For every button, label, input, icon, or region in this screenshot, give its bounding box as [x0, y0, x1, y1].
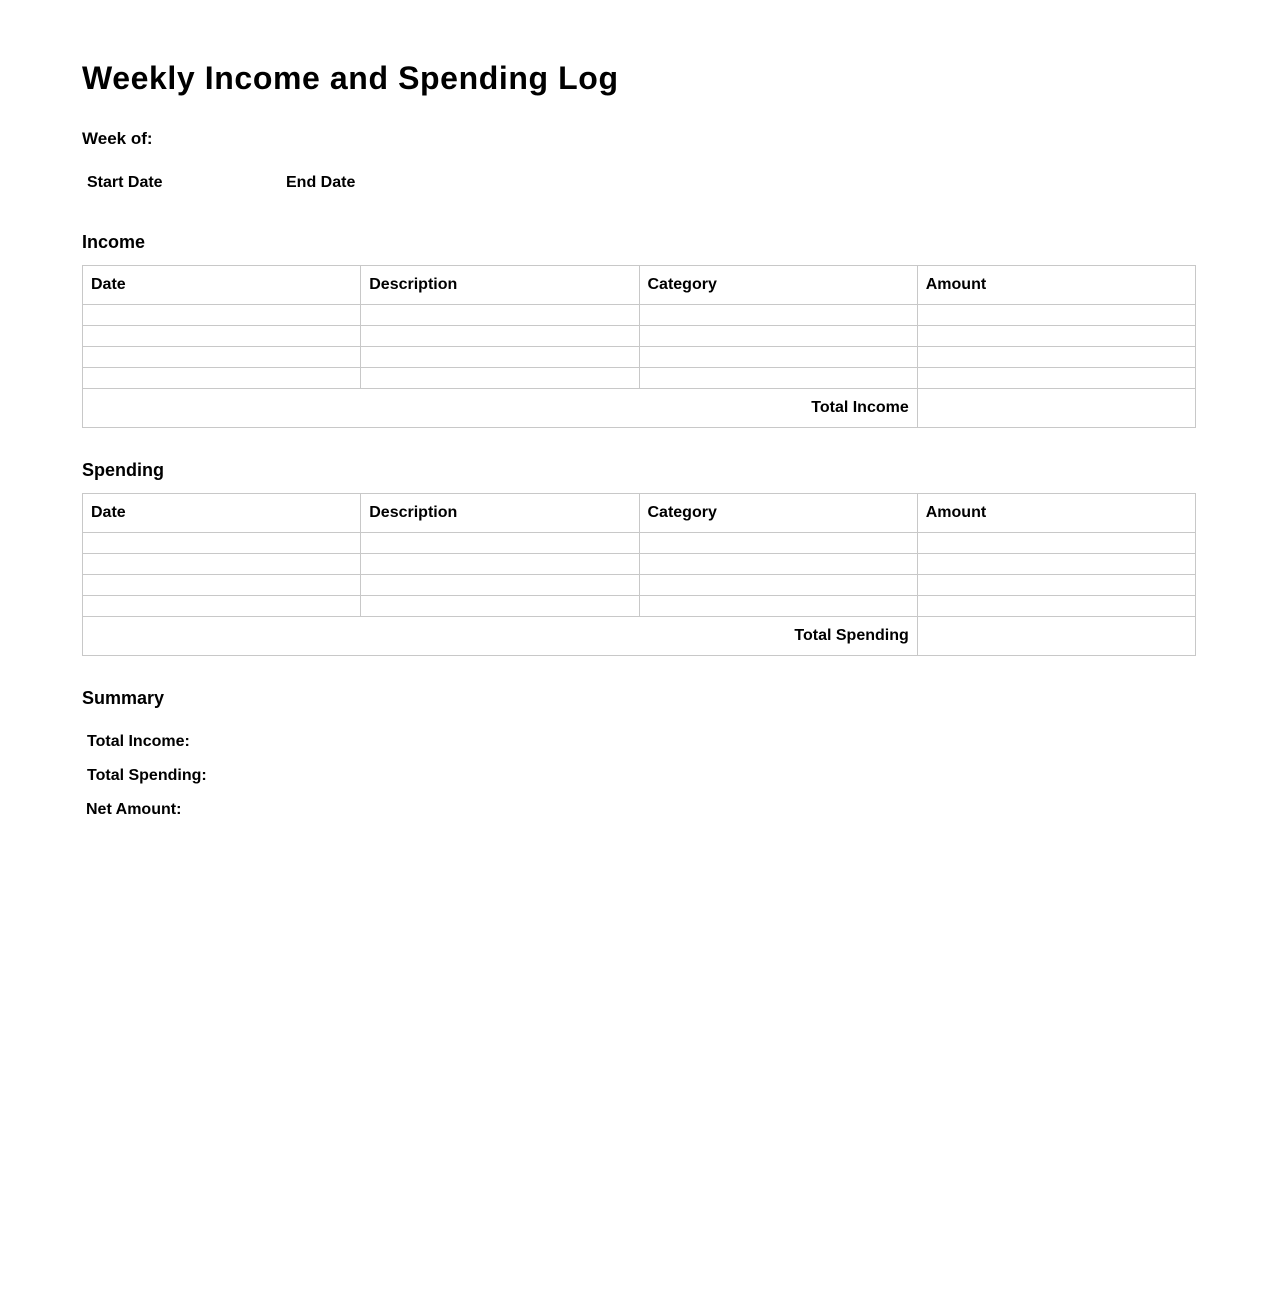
income-cell-date[interactable] — [83, 326, 361, 347]
spending-cell-amount[interactable] — [917, 575, 1195, 596]
income-row — [83, 368, 1196, 389]
spending-cell-amount[interactable] — [917, 533, 1195, 554]
income-cell-amount[interactable] — [917, 305, 1195, 326]
income-cell-amount[interactable] — [917, 347, 1195, 368]
spending-table — [82, 493, 1196, 656]
income-cell-date[interactable] — [83, 305, 361, 326]
spending-row — [83, 596, 1196, 617]
income-total-row — [83, 389, 1196, 428]
spending-total-row — [83, 617, 1196, 656]
page-title: Weekly Income and Spending Log — [82, 60, 619, 96]
total-income-value[interactable] — [917, 389, 1195, 428]
spending-col-amount: Amount — [917, 494, 1195, 533]
spending-row — [83, 554, 1196, 575]
spending-cell-date[interactable] — [83, 533, 361, 554]
end-date-label: End Date — [286, 174, 356, 191]
spending-cell-category[interactable] — [639, 554, 917, 575]
income-header-row — [83, 266, 1196, 305]
spending-cell-description[interactable] — [361, 554, 639, 575]
income-row — [83, 347, 1196, 368]
spending-row — [83, 575, 1196, 596]
income-cell-amount[interactable] — [917, 326, 1195, 347]
income-cell-category[interactable] — [639, 368, 917, 389]
income-cell-date[interactable] — [83, 347, 361, 368]
income-row — [83, 326, 1196, 347]
summary-heading: Summary — [82, 688, 165, 708]
spending-heading: Spending — [82, 460, 164, 480]
income-cell-description[interactable] — [361, 326, 639, 347]
total-spending-label: Total Spending — [83, 617, 918, 656]
start-date-label: Start Date — [87, 174, 163, 191]
income-col-date: Date — [83, 266, 361, 305]
spending-col-date: Date — [83, 494, 361, 533]
spending-row — [83, 533, 1196, 554]
income-cell-date[interactable] — [83, 368, 361, 389]
income-row — [83, 305, 1196, 326]
spending-cell-amount[interactable] — [917, 596, 1195, 617]
income-cell-category[interactable] — [639, 347, 917, 368]
spending-cell-description[interactable] — [361, 596, 639, 617]
spending-cell-category[interactable] — [639, 575, 917, 596]
spending-cell-date[interactable] — [83, 575, 361, 596]
income-col-description: Description — [361, 266, 639, 305]
income-cell-description[interactable] — [361, 305, 639, 326]
income-cell-description[interactable] — [361, 347, 639, 368]
spending-cell-category[interactable] — [639, 596, 917, 617]
total-spending-value[interactable] — [917, 617, 1195, 656]
income-cell-category[interactable] — [639, 305, 917, 326]
summary-total-income-label: Total Income: — [87, 733, 190, 750]
income-cell-amount[interactable] — [917, 368, 1195, 389]
spending-header-row — [83, 494, 1196, 533]
income-col-category: Category — [639, 266, 917, 305]
spending-col-category: Category — [639, 494, 917, 533]
spending-cell-date[interactable] — [83, 554, 361, 575]
income-col-amount: Amount — [917, 266, 1195, 305]
income-table — [82, 265, 1196, 428]
income-cell-category[interactable] — [639, 326, 917, 347]
spending-cell-category[interactable] — [639, 533, 917, 554]
spending-cell-date[interactable] — [83, 596, 361, 617]
spending-cell-amount[interactable] — [917, 554, 1195, 575]
week-of-label: Week of: — [82, 129, 153, 148]
summary-net-amount-label: Net Amount: — [86, 801, 182, 818]
spending-cell-description[interactable] — [361, 533, 639, 554]
income-heading: Income — [82, 232, 146, 252]
spending-col-description: Description — [361, 494, 639, 533]
income-cell-description[interactable] — [361, 368, 639, 389]
spending-cell-description[interactable] — [361, 575, 639, 596]
total-income-label: Total Income — [83, 389, 918, 428]
summary-total-spending-label: Total Spending: — [87, 767, 207, 784]
